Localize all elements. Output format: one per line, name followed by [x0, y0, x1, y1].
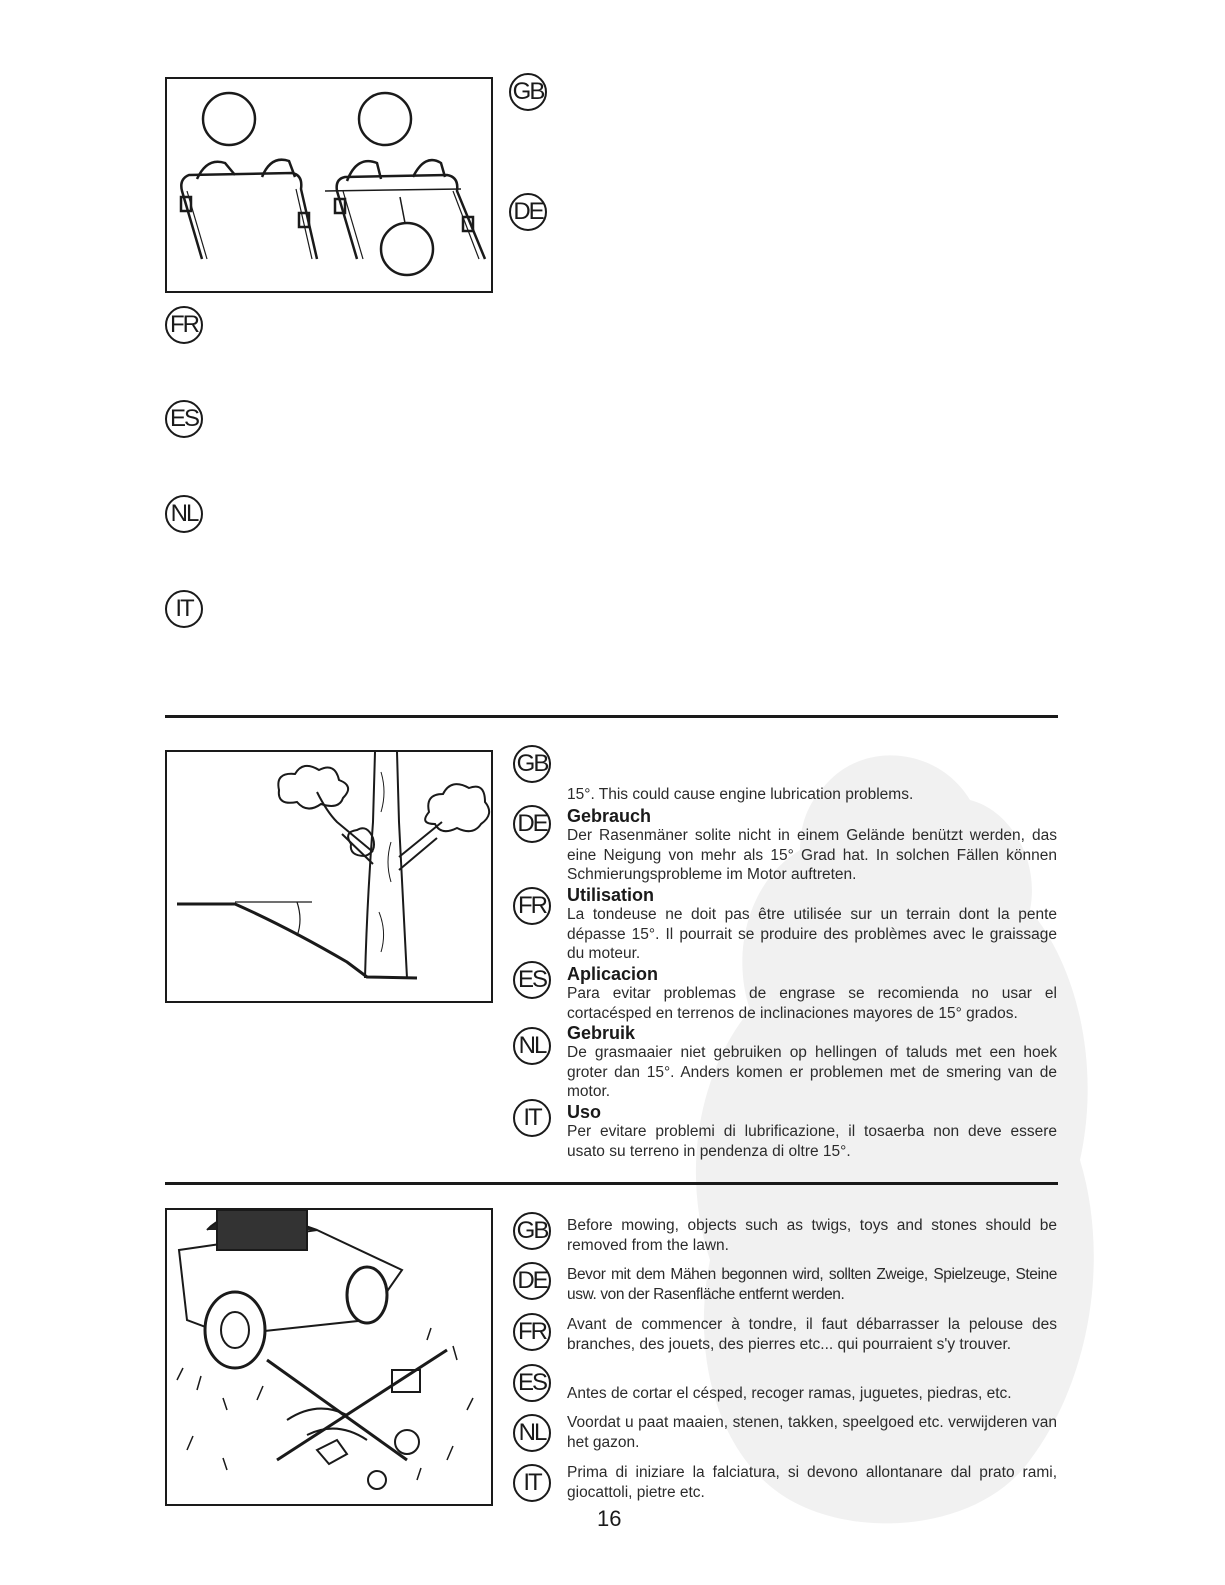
callout-circle-c: [381, 223, 433, 275]
de-text: Der Rasenmäner solite nicht in einem Gelände benützt werden, das eine Neigung von mehr als 15° Grad hat. In solchen Fällen können Schmierungsprobleme im Motor auftreten.: [567, 827, 1057, 883]
lang-badge-nl: NL: [513, 1414, 551, 1452]
mower-objects-drawing: [167, 1210, 493, 1506]
es-instruction: Antes de cortar el césped, recoger ramas, juguetes, piedras, etc.: [567, 1385, 1012, 1402]
handle-illustration: [165, 77, 493, 293]
lang-badge-de: DE: [513, 1262, 551, 1300]
fr-text: La tondeuse ne doit pas être utilisée sur un terrain dont la pente dépasse 15°. Il pourrait se produire des problèmes avec le graissage du moteur.: [567, 906, 1057, 962]
lang-badge-it: IT: [513, 1464, 551, 1502]
es-text: Para evitar problemas de engrase se recomienda no usar el cortacésped en terrenos de inclinaciones mayores de 15° grados.: [567, 985, 1057, 1022]
section-divider: [165, 715, 1058, 718]
handle-grip-drawing: [167, 79, 493, 293]
nl-text-block: [567, 1023, 1057, 1102]
lang-badge-gb: GB: [513, 1212, 551, 1250]
lang-badge-de: DE: [509, 193, 547, 231]
it-text: Per evitare problemi di lubrificazione, il tosaerba non deve essere usato su terreno in pendenza di oltre 15°.: [567, 1123, 1057, 1160]
lang-badge-es: ES: [513, 1364, 551, 1402]
lang-badge-es: ES: [513, 961, 551, 999]
lang-badge-fr: FR: [513, 887, 551, 925]
lang-badge-gb: GB: [513, 745, 551, 783]
lang-badge-it: IT: [165, 590, 203, 628]
gb-text: 15°. This could cause engine lubrication problems.: [567, 786, 914, 803]
lawn-objects-illustration: [165, 1208, 493, 1506]
fr-instruction: Avant de commencer à tondre, il faut débarrasser la pelouse des branches, des jouets, des pierres etc... qui pourraient s'y trouver.: [567, 1316, 1057, 1353]
lang-badge-nl: NL: [165, 495, 203, 533]
it-text-block: [567, 1102, 1057, 1161]
slope-tree-drawing: [167, 752, 493, 1003]
gb-instruction: Before mowing, objects such as twigs, toys and stones should be removed from the lawn.: [567, 1217, 1057, 1254]
fr-heading: Utilisation: [567, 885, 655, 905]
page-number: 16: [597, 1506, 622, 1531]
de-instruction: Bevor mit dem Mähen begonnen wird, sollten Zweige, Spielzeuge, Steine usw. von der Rasenfläche entfernt werden.: [567, 1266, 1057, 1303]
gb-text-block: [567, 785, 1057, 805]
nl-instruction: Voordat u paat maaien, stenen, takken, speelgoed etc. verwijderen van het gazon.: [567, 1414, 1057, 1451]
lang-badge-nl: NL: [513, 1027, 551, 1065]
section-divider: [165, 1182, 1058, 1185]
nl-heading: Gebruik: [567, 1023, 636, 1043]
lang-badge-fr: FR: [513, 1313, 551, 1351]
callout-circle-a: [203, 93, 255, 145]
callout-circle-b: [359, 93, 411, 145]
de-heading: Gebrauch: [567, 806, 652, 826]
es-text-block: [567, 964, 1057, 1023]
it-heading: Uso: [567, 1102, 602, 1122]
slope-illustration: [165, 750, 493, 1003]
de-text-block: [567, 806, 1057, 885]
it-instruction: Prima di iniziare la falciatura, si devono allontanare dal prato rami, giocattoli, pietre etc.: [567, 1464, 1057, 1501]
es-heading: Aplicacion: [567, 964, 659, 984]
lang-badge-it: IT: [513, 1099, 551, 1137]
fr-text-block: [567, 885, 1057, 964]
lang-badge-es: ES: [165, 400, 203, 438]
nl-text: De grasmaaier niet gebruiken op hellingen of taluds met een hoek groter dan 15°. Anders komen er problemen met de smering van de motor.: [567, 1044, 1057, 1100]
lang-badge-fr: FR: [165, 306, 203, 344]
lang-badge-gb: GB: [509, 73, 547, 111]
lang-badge-de: DE: [513, 805, 551, 843]
